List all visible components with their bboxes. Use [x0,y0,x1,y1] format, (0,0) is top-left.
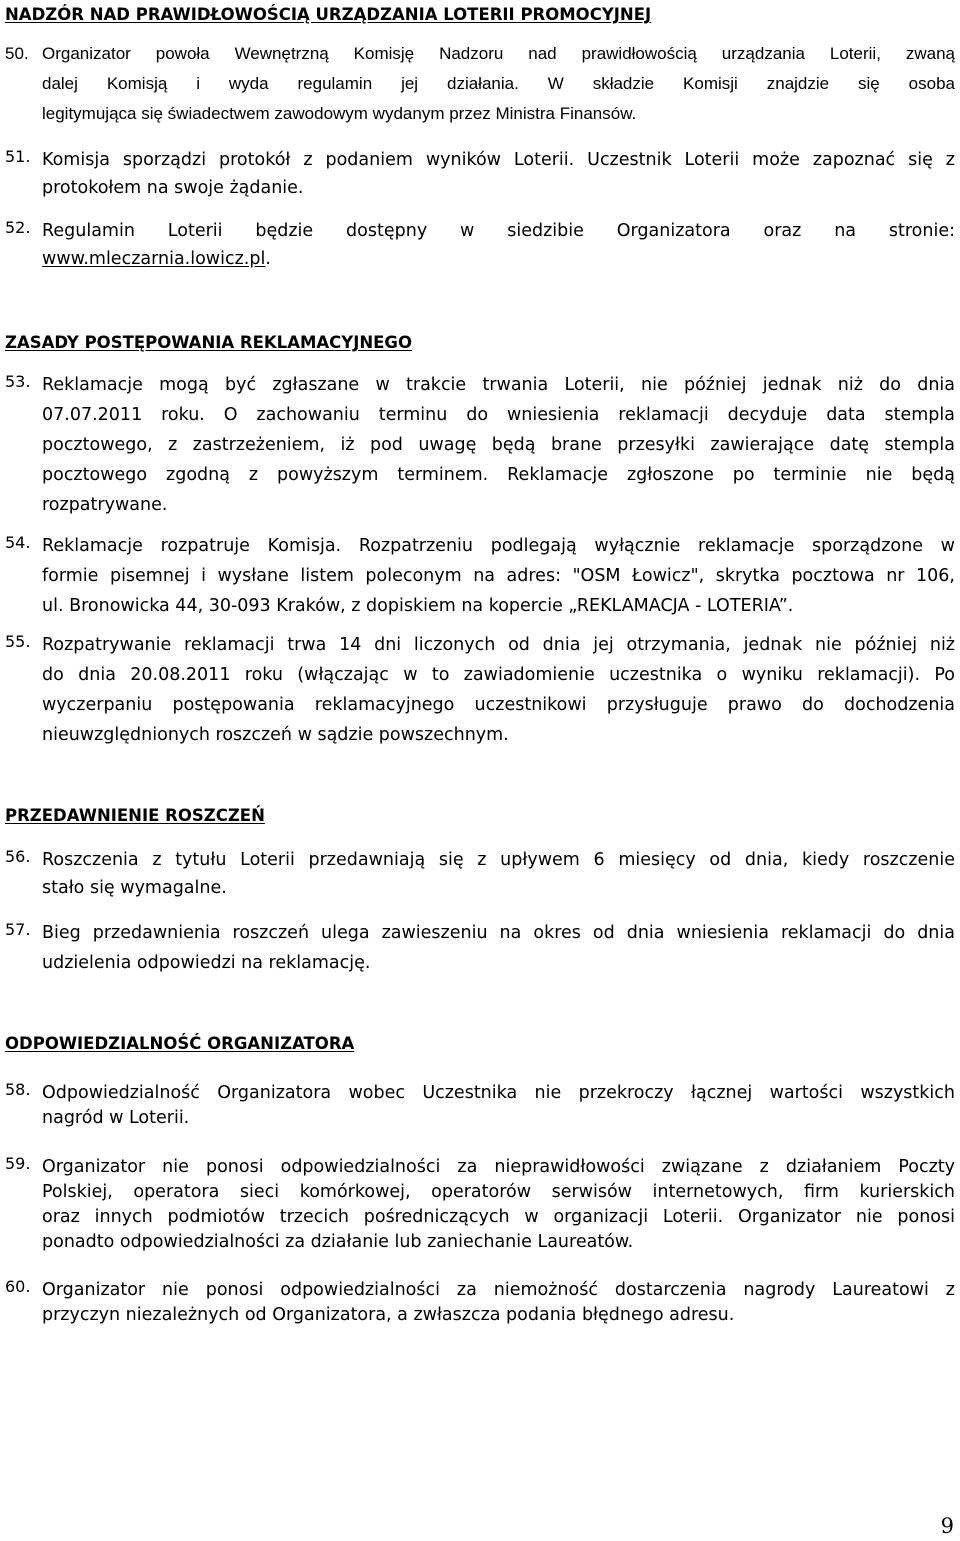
section-heading-odpowiedzialnosc: ODPOWIEDZIALNOŚĆ ORGANIZATORA [5,1034,355,1053]
paragraph-line: pocztowego zgodną z powyższym terminem. Reklamacje zgłoszone po terminie nie będą [42,465,955,485]
paragraph-line [5,246,955,272]
paragraph-line: pocztowego, z zastrzeżeniem, iż pod uwagę będą brane przesyłki zawierające datę stempla [42,435,955,455]
section-heading-reklamacje: ZASADY POSTĘPOWANIA REKLAMACYJNEGO [5,333,412,352]
paragraph-number: 55. [5,632,31,651]
paragraph-line: do dnia 20.08.2011 roku (włączając w to zawiadomienie uczestnika o wyniku reklamacji). Po [42,665,955,685]
paragraph-line: dalej Komisją i wyda regulamin jej działania. W składzie Komisji znajdzie się osoba [42,74,955,93]
paragraph-line: Regulamin Loterii będzie dostępny w siedzibie Organizatora oraz na stronie: [42,221,955,241]
paragraph-number: 51. [5,147,31,166]
paragraph-number: 60. [5,1277,31,1296]
paragraph-line: formie pisemnej i wysłane listem poleconym na adres: "OSM Łowicz", skrytka pocztowa nr 106, [42,566,955,586]
paragraph-number: 59. [5,1154,31,1173]
paragraph-number: 57. [5,920,31,939]
paragraph-number: 52. [5,218,31,237]
website-link[interactable]: www.mleczarnia.lowicz.pl [42,249,266,269]
paragraph-line: ul. Bronowicka 44, 30-093 Kraków, z dopiskiem na kopercie „REKLAMACJA - LOTERIA”. [42,596,794,616]
paragraph-line: Bieg przedawnienia roszczeń ulega zawieszeniu na okres od dnia wniesienia reklamacji do dnia [42,923,955,943]
paragraph-line: rozpatrywane. [42,495,168,515]
paragraph-number: 54. [5,533,31,552]
page-number: 9 [940,1514,954,1538]
paragraph-line: Organizator powoła Wewnętrzną Komisję Nadzoru nad prawidłowością urządzania Loterii, zwaną [42,44,955,63]
paragraph-number: 50. [5,44,29,63]
paragraph-line: Reklamacje mogą być zgłaszane w trakcie trwania Loterii, nie później jednak niż do dnia [42,375,955,395]
paragraph-line: Rozpatrywanie reklamacji trwa 14 dni liczonych od dnia jej otrzymania, jednak nie później niż [42,635,955,655]
paragraph-line: Roszczenia z tytułu Loterii przedawniają się z upływem 6 miesięcy od dnia, kiedy roszczenie [42,850,955,870]
paragraph-line: Organizator nie ponosi odpowiedzialności za niemożność dostarczenia nagrody Laureatowi z [42,1280,955,1300]
paragraph-line: nagród w Loterii. [42,1108,190,1128]
link-period: . [265,249,271,269]
paragraph-line: Organizator nie ponosi odpowiedzialności za nieprawidłowości związane z działaniem Poczty [42,1157,955,1177]
paragraph-line: protokołem na swoje żądanie. [42,178,304,198]
paragraph-line: Polskiej, operatora sieci komórkowej, operatorów serwisów internetowych, firm kurierskich [42,1182,955,1202]
paragraph-line: wyczerpaniu postępowania reklamacyjnego uczestnikowi przysługuje prawo do dochodzenia [42,695,955,715]
paragraph-line: Odpowiedzialność Organizatora wobec Uczestnika nie przekroczy łącznej wartości wszystkich [42,1083,955,1103]
paragraph-line: Komisja sporządzi protokół z podaniem wyników Loterii. Uczestnik Loterii może zapoznać się z [42,150,955,170]
paragraph-line: udzielenia odpowiedzi na reklamację. [42,953,371,973]
paragraph-line: przyczyn niezależnych od Organizatora, a zwłaszcza podania błędnego adresu. [42,1305,735,1325]
paragraph-number: 53. [5,372,31,391]
paragraph-line: oraz innych podmiotów trzecich pośredniczących w organizacji Loterii. Organizator nie ponosi [42,1207,955,1227]
paragraph-line: Reklamacje rozpatruje Komisja. Rozpatrzeniu podlegają wyłącznie reklamacje sporządzone w [42,536,955,556]
paragraph-line: legitymująca się świadectwem zawodowym wydanym przez Ministra Finansów. [42,104,637,123]
paragraph-line: ponadto odpowiedzialności za działanie lub zaniechanie Laureatów. [42,1232,634,1252]
paragraph-line: 07.07.2011 roku. O zachowaniu terminu do wniesienia reklamacji decyduje data stempla [42,405,955,425]
paragraph-line: nieuwzględnionych roszczeń w sądzie powszechnym. [42,725,509,745]
section-heading-nadzor: NADZÓR NAD PRAWIDŁOWOŚCIĄ URZĄDZANIA LOTERII PROMOCYJNEJ [5,5,652,24]
section-heading-przedawnienie: PRZEDAWNIENIE ROSZCZEŃ [5,806,265,825]
paragraph-number: 56. [5,847,31,866]
paragraph-line: stało się wymagalne. [42,878,227,898]
paragraph-number: 58. [5,1080,31,1099]
